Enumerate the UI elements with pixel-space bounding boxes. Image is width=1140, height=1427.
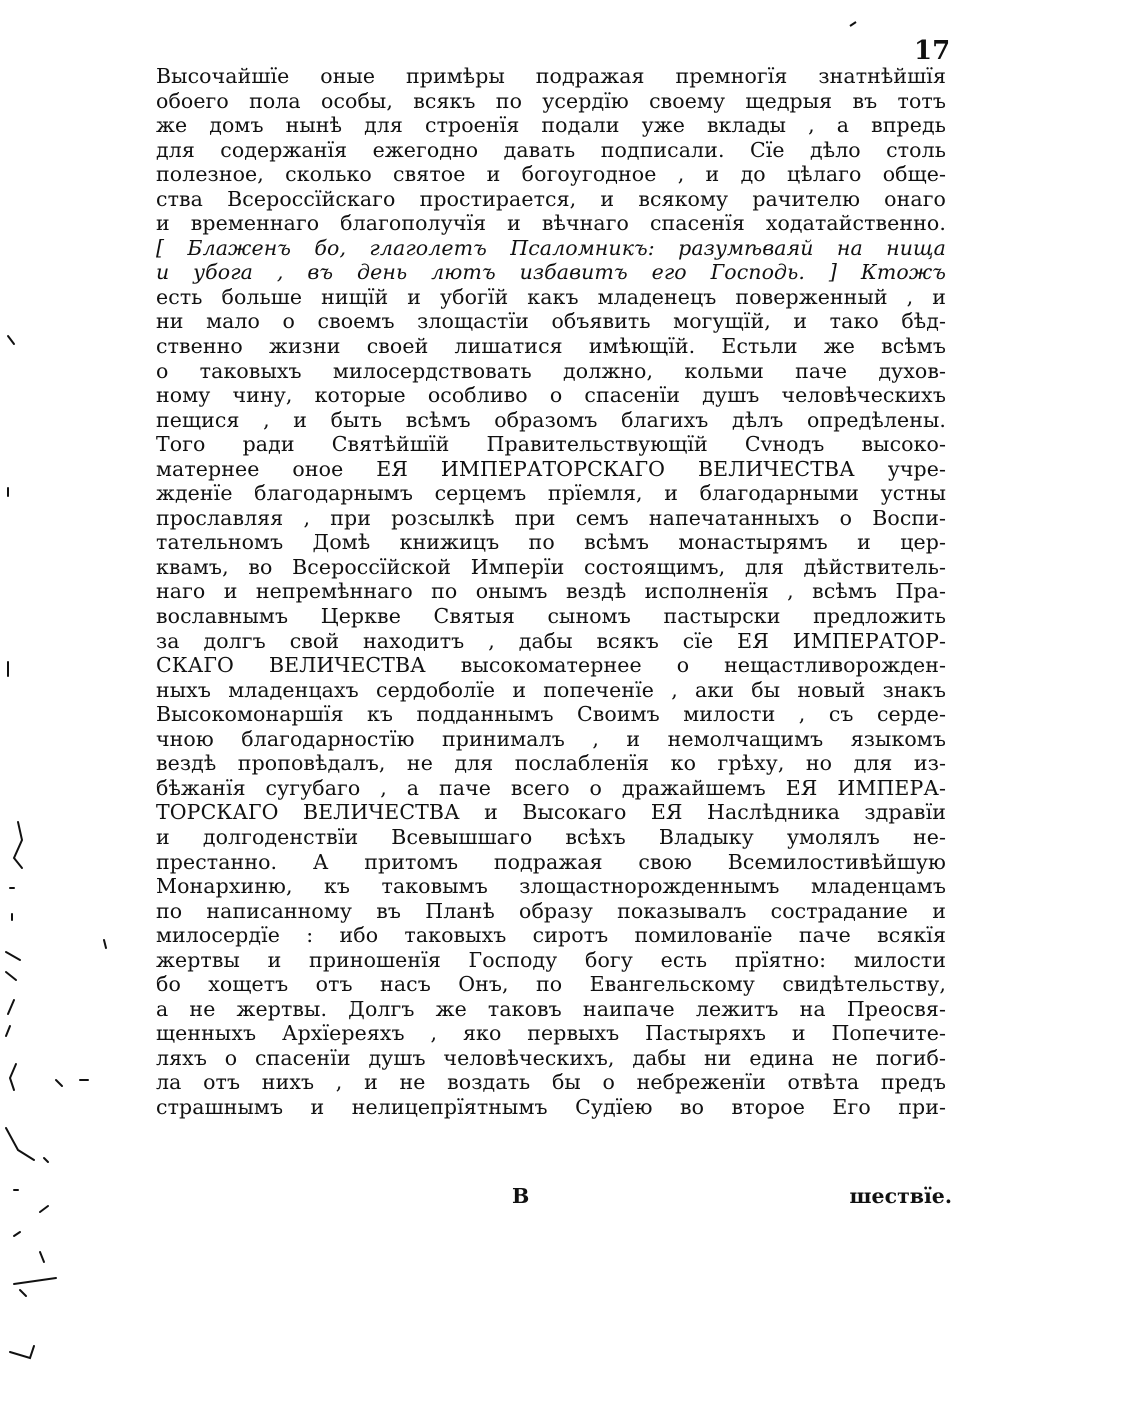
text-line: ственно жизни своей лишатися имѣющïй. Естьли же всѣмъ: [156, 334, 946, 359]
text-line: бо хощетъ отъ насъ Онъ, по Евангельскому свидѣтельству,: [156, 972, 946, 997]
text-line: щенныхъ Архïереяхъ , яко первыхъ Пастыряхъ и Попечите-: [156, 1021, 946, 1046]
text-line: пещися , и быть всѣмъ образомъ благихъ дѣлъ опредѣлены.: [156, 407, 946, 432]
text-line: по написанному въ Планѣ образу показывалъ сострадание и: [156, 898, 946, 923]
text-line: Высокомонаршïя къ подданнымъ Своимъ милости , съ серде-: [156, 702, 946, 727]
text-line: бѣжанïя сугубаго , а паче всего о дражайшемъ ЕЯ ИМПЕРА-: [156, 775, 946, 800]
page-number: 17: [914, 36, 951, 66]
text-line: страшнымъ и нелицепрïятнымъ Судïею во второе Его при-: [156, 1094, 946, 1119]
text-line: жденïе благодарнымъ серцемъ прïемля, и благодарными устны: [156, 481, 946, 506]
text-line: а не жертвы. Долгъ же таковъ наипаче лежитъ на Преосвя-: [156, 996, 946, 1021]
text-line: жертвы и приношенïя Господу богу есть прïятно: милости: [156, 947, 946, 972]
scan-marks-right: [1080, 0, 1140, 1427]
text-line: ныхъ младенцахъ сердоболïе и попеченïе , аки бы новый знакъ: [156, 677, 946, 702]
text-line: Высочайшïе оные примѣры подражая премногïя знатнѣйшïя: [156, 64, 946, 88]
text-line: ляхъ о спасенïи душъ человѣческихъ, дабы ни едина не погиб-: [156, 1045, 946, 1070]
page-footer: [156, 1184, 952, 1214]
text-line: прославляя , при розсылкѣ при семъ напечатанныхъ о Воспи-: [156, 505, 946, 530]
text-line-quote: [ Блаженъ бо, глаголетъ Псаломникъ: разумѣваяй на нища: [156, 235, 946, 260]
text-line: наго и непремѣннаго по онымъ вездѣ исполненïя , всѣмъ Пра-: [156, 579, 946, 604]
text-line: обоего пола особы, всякъ по усердïю своему щедрыя въ тотъ: [156, 88, 946, 113]
catchword: шествïе.: [849, 1184, 952, 1208]
body-text: [156, 64, 946, 1120]
text-line: милосердïе : ибо таковыхъ сиротъ помилованïе паче всякïя: [156, 923, 946, 948]
text-line: за долгъ свой находитъ , дабы всякъ сïе ЕЯ ИМПЕРАТОР-: [156, 628, 946, 653]
text-line: вездѣ проповѣдалъ, не для послабленïя ко грѣху, но для из-: [156, 751, 946, 776]
text-line: ла отъ нихъ , и не воздать бы о небреженïи отвѣта предъ: [156, 1070, 946, 1095]
text-line: квамъ, во Всероссïйской Имперïи состоящимъ, для дѣйствитель-: [156, 554, 946, 579]
text-line: же домъ нынѣ для строенïя подали уже вклады , а впредь: [156, 113, 946, 138]
text-line: Монархиню, къ таковымъ злощастнорожденнымъ младенцамъ: [156, 874, 946, 899]
signature-mark: В: [512, 1184, 530, 1208]
scan-margin-marks: [0, 0, 120, 1427]
text-line: матернее оное ЕЯ ИМПЕРАТОРСКАГО ВЕЛИЧЕСТВА учре-: [156, 456, 946, 481]
text-line: и долгоденствïи Всевышшаго всѣхъ Владыку умолялъ не-: [156, 824, 946, 849]
text-line: тательномъ Домѣ книжицъ по всѣмъ монастырямъ и цер-: [156, 530, 946, 555]
text-line: о таковыхъ милосердствовать должно, кольми паче духов-: [156, 358, 946, 383]
text-line: ства Всероссïйскаго простирается, и всякому рачителю онаго: [156, 186, 946, 211]
text-line: СКАГО ВЕЛИЧЕСТВА высокоматернее о нещастливорожден-: [156, 653, 946, 678]
text-line: Того ради Святѣйшïй Правительствующïй Сvнодъ высоко-: [156, 432, 946, 457]
text-line: есть больше нищïй и убогïй какъ младенецъ поверженный , и: [156, 284, 946, 309]
text-line: ному чину, которые особливо о спасенïи душъ человѣческихъ: [156, 383, 946, 408]
text-line: и временнаго благополучïя и вѣчнаго спасенïя ходатайственно.: [156, 211, 946, 236]
text-line: полезное, сколько святое и богоугодное , и до цѣлаго обще-: [156, 162, 946, 187]
text-line: для содержанïя ежегодно давать подписали. Сïе дѣло столь: [156, 137, 946, 162]
text-line-quote: и убога , въ день лютъ избавитъ его Господь. ] Ктожъ: [156, 260, 946, 285]
text-line: ни мало о своемъ злощастïи объявить могущïй, и тако бѣд-: [156, 309, 946, 334]
text-line: вославнымъ Церкве Святыя сыномъ пастырски предложить: [156, 604, 946, 629]
scan-marks-top: [846, 14, 866, 54]
text-line: чною благодарностïю принималъ , и немолчащимъ языкомъ: [156, 726, 946, 751]
text-line: ТОРСКАГО ВЕЛИЧЕСТВА и Высокаго ЕЯ Наслѣдника здравïи: [156, 800, 946, 825]
text-line: престанно. А притомъ подражая свою Всемилостивѣйшую: [156, 849, 946, 874]
